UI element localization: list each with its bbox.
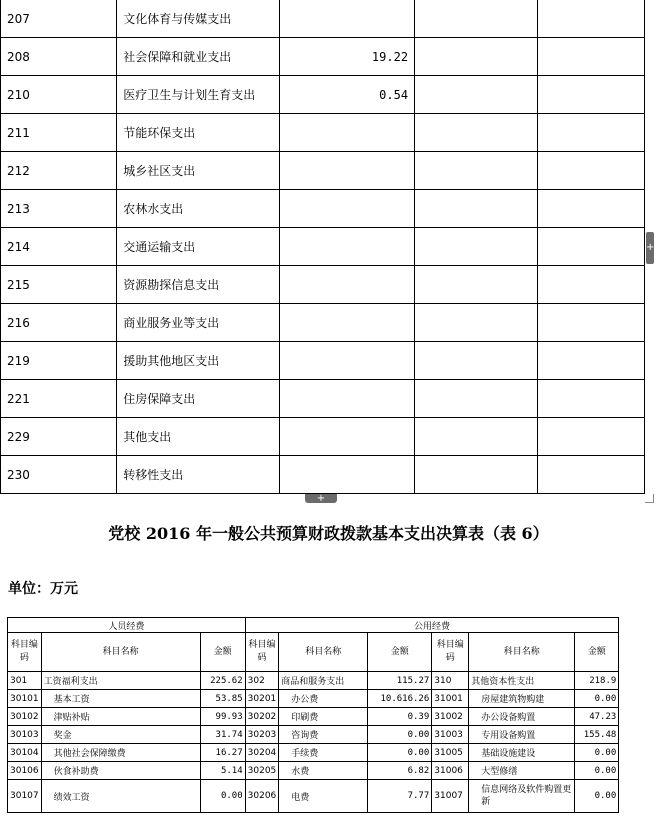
personnel-amount: 99.93 <box>200 708 245 726</box>
category-amount <box>279 342 414 380</box>
empty-cell <box>415 0 538 38</box>
category-amount: 19.22 <box>279 38 414 76</box>
category-amount: 0.54 <box>279 76 414 114</box>
header-code: 科目编码 <box>8 633 42 672</box>
goods-services-name: 咨询费 <box>279 726 368 744</box>
personnel-name: 其他社会保障缴费 <box>41 744 200 762</box>
category-name: 其他支出 <box>117 418 280 456</box>
personnel-amount: 53.85 <box>200 690 245 708</box>
category-amount <box>279 380 414 418</box>
goods-services-amount: 0.00 <box>368 744 432 762</box>
unit-label: 单位：万元 <box>8 581 78 597</box>
table-row <box>1 114 645 152</box>
category-name: 城乡社区支出 <box>117 152 280 190</box>
header-amount: 金额 <box>200 633 245 672</box>
table-add-column-handle[interactable]: + <box>646 232 654 264</box>
table-resize-handle[interactable] <box>645 494 654 503</box>
empty-cell <box>415 228 538 266</box>
category-code: 219 <box>1 342 117 380</box>
goods-services-name: 办公费 <box>279 690 368 708</box>
category-name: 交通运输支出 <box>117 228 280 266</box>
capital-amount: 0.00 <box>575 780 619 813</box>
personnel-name: 基本工资 <box>41 690 200 708</box>
category-amount <box>279 228 414 266</box>
personnel-code: 30101 <box>8 690 42 708</box>
goods-services-amount: 0.00 <box>368 726 432 744</box>
category-amount <box>279 456 414 494</box>
category-code: 211 <box>1 114 117 152</box>
category-name: 资源勘探信息支出 <box>117 266 280 304</box>
personnel-amount: 31.74 <box>200 726 245 744</box>
header-name: 科目名称 <box>279 633 368 672</box>
table-row <box>1 304 645 342</box>
empty-cell <box>537 190 644 228</box>
category-amount <box>279 304 414 342</box>
empty-cell <box>537 380 644 418</box>
goods-services-amount: 7.77 <box>368 780 432 813</box>
empty-cell <box>537 304 644 342</box>
category-name: 医疗卫生与计划生育支出 <box>117 76 280 114</box>
goods-services-name: 商品和服务支出 <box>279 672 368 690</box>
category-name: 住房保障支出 <box>117 380 280 418</box>
empty-cell <box>415 418 538 456</box>
header-code: 科目编码 <box>432 633 469 672</box>
personnel-amount: 5.14 <box>200 762 245 780</box>
capital-name: 办公设备购置 <box>469 708 575 726</box>
capital-name: 其他资本性支出 <box>469 672 575 690</box>
table-row <box>1 228 645 266</box>
capital-code: 31006 <box>432 762 469 780</box>
goods-services-name: 手续费 <box>279 744 368 762</box>
empty-cell <box>415 266 538 304</box>
header-code: 科目编码 <box>245 633 279 672</box>
table-row <box>8 780 619 813</box>
empty-cell <box>537 228 644 266</box>
category-amount <box>279 190 414 228</box>
personnel-code: 30104 <box>8 744 42 762</box>
personnel-amount: 16.27 <box>200 744 245 762</box>
category-code: 229 <box>1 418 117 456</box>
goods-services-code: 30205 <box>245 762 279 780</box>
category-name: 文化体育与传媒支出 <box>117 0 280 38</box>
category-code: 214 <box>1 228 117 266</box>
category-name: 转移性支出 <box>117 456 280 494</box>
goods-services-name: 电费 <box>279 780 368 813</box>
table-row <box>1 152 645 190</box>
empty-cell <box>415 76 538 114</box>
personnel-name: 伙食补助费 <box>41 762 200 780</box>
capital-amount: 0.00 <box>575 744 619 762</box>
table-row <box>8 744 619 762</box>
empty-cell <box>415 456 538 494</box>
empty-cell <box>415 342 538 380</box>
goods-services-amount: 0.39 <box>368 708 432 726</box>
empty-cell <box>537 114 644 152</box>
capital-amount: 218.9 <box>575 672 619 690</box>
header-amount: 金额 <box>368 633 432 672</box>
category-code: 212 <box>1 152 117 190</box>
goods-services-amount: 10.616.26 <box>368 690 432 708</box>
empty-cell <box>415 38 538 76</box>
empty-cell <box>537 266 644 304</box>
category-amount <box>279 114 414 152</box>
category-code: 210 <box>1 76 117 114</box>
capital-name: 大型修缮 <box>469 762 575 780</box>
table-row <box>1 418 645 456</box>
table-row <box>1 190 645 228</box>
empty-cell <box>537 342 644 380</box>
empty-cell <box>415 152 538 190</box>
category-code: 215 <box>1 266 117 304</box>
goods-services-code: 30202 <box>245 708 279 726</box>
category-name: 社会保障和就业支出 <box>117 38 280 76</box>
personnel-code: 30102 <box>8 708 42 726</box>
empty-cell <box>415 380 538 418</box>
goods-services-name: 水费 <box>279 762 368 780</box>
personnel-code: 301 <box>8 672 42 690</box>
personnel-name: 绩效工资 <box>41 780 200 813</box>
capital-name: 专用设备购置 <box>469 726 575 744</box>
header-name: 科目名称 <box>469 633 575 672</box>
empty-cell <box>537 456 644 494</box>
empty-cell <box>537 152 644 190</box>
personnel-name: 奖金 <box>41 726 200 744</box>
goods-services-amount: 6.82 <box>368 762 432 780</box>
category-code: 221 <box>1 380 117 418</box>
category-amount <box>279 152 414 190</box>
header-amount: 金额 <box>575 633 619 672</box>
empty-cell <box>415 114 538 152</box>
basic-expenditure-table <box>7 617 619 813</box>
table-row <box>8 762 619 780</box>
empty-cell <box>537 418 644 456</box>
capital-code: 31007 <box>432 780 469 813</box>
goods-services-code: 30203 <box>245 726 279 744</box>
capital-code: 31001 <box>432 690 469 708</box>
category-code: 216 <box>1 304 117 342</box>
table-row <box>1 0 645 38</box>
capital-code: 310 <box>432 672 469 690</box>
table-row <box>1 38 645 76</box>
category-name: 商业服务业等支出 <box>117 304 280 342</box>
header-name: 科目名称 <box>41 633 200 672</box>
personnel-code: 30106 <box>8 762 42 780</box>
table-row <box>1 342 645 380</box>
capital-name: 基础设施建设 <box>469 744 575 762</box>
document-title: 党校 2016 年一般公共预算财政拨款基本支出决算表（表 6） <box>108 524 549 543</box>
capital-amount: 47.23 <box>575 708 619 726</box>
empty-cell <box>537 38 644 76</box>
empty-cell <box>537 76 644 114</box>
goods-services-code: 302 <box>245 672 279 690</box>
table-row <box>1 76 645 114</box>
category-code: 208 <box>1 38 117 76</box>
capital-name: 房屋建筑物购建 <box>469 690 575 708</box>
group-personnel-header: 人员经费 <box>8 618 246 633</box>
capital-amount: 0.00 <box>575 762 619 780</box>
table-row <box>8 672 619 690</box>
table-add-row-handle[interactable]: + <box>305 494 337 503</box>
category-code: 207 <box>1 0 117 38</box>
personnel-code: 30103 <box>8 726 42 744</box>
personnel-name: 工资福利支出 <box>41 672 200 690</box>
table-row <box>8 690 619 708</box>
category-amount <box>279 266 414 304</box>
capital-amount: 0.00 <box>575 690 619 708</box>
personnel-name: 津贴补贴 <box>41 708 200 726</box>
capital-name: 信息网络及软件购置更新 <box>469 780 575 813</box>
category-name: 援助其他地区支出 <box>117 342 280 380</box>
category-amount <box>279 0 414 38</box>
goods-services-code: 30206 <box>245 780 279 813</box>
group-public-header: 公用经费 <box>245 618 619 633</box>
capital-code: 31005 <box>432 744 469 762</box>
table-row <box>1 456 645 494</box>
category-name: 节能环保支出 <box>117 114 280 152</box>
goods-services-amount: 115.27 <box>368 672 432 690</box>
empty-cell <box>537 0 644 38</box>
personnel-amount: 0.00 <box>200 780 245 813</box>
table-row <box>1 380 645 418</box>
goods-services-name: 印刷费 <box>279 708 368 726</box>
goods-services-code: 30204 <box>245 744 279 762</box>
category-amount <box>279 418 414 456</box>
personnel-code: 30107 <box>8 780 42 813</box>
table-row <box>8 726 619 744</box>
capital-code: 31002 <box>432 708 469 726</box>
capital-code: 31003 <box>432 726 469 744</box>
category-code: 213 <box>1 190 117 228</box>
category-name: 农林水支出 <box>117 190 280 228</box>
goods-services-code: 30201 <box>245 690 279 708</box>
empty-cell <box>415 190 538 228</box>
personnel-amount: 225.62 <box>200 672 245 690</box>
table-row <box>1 266 645 304</box>
table-row <box>8 708 619 726</box>
empty-cell <box>415 304 538 342</box>
category-code: 230 <box>1 456 117 494</box>
capital-amount: 155.48 <box>575 726 619 744</box>
